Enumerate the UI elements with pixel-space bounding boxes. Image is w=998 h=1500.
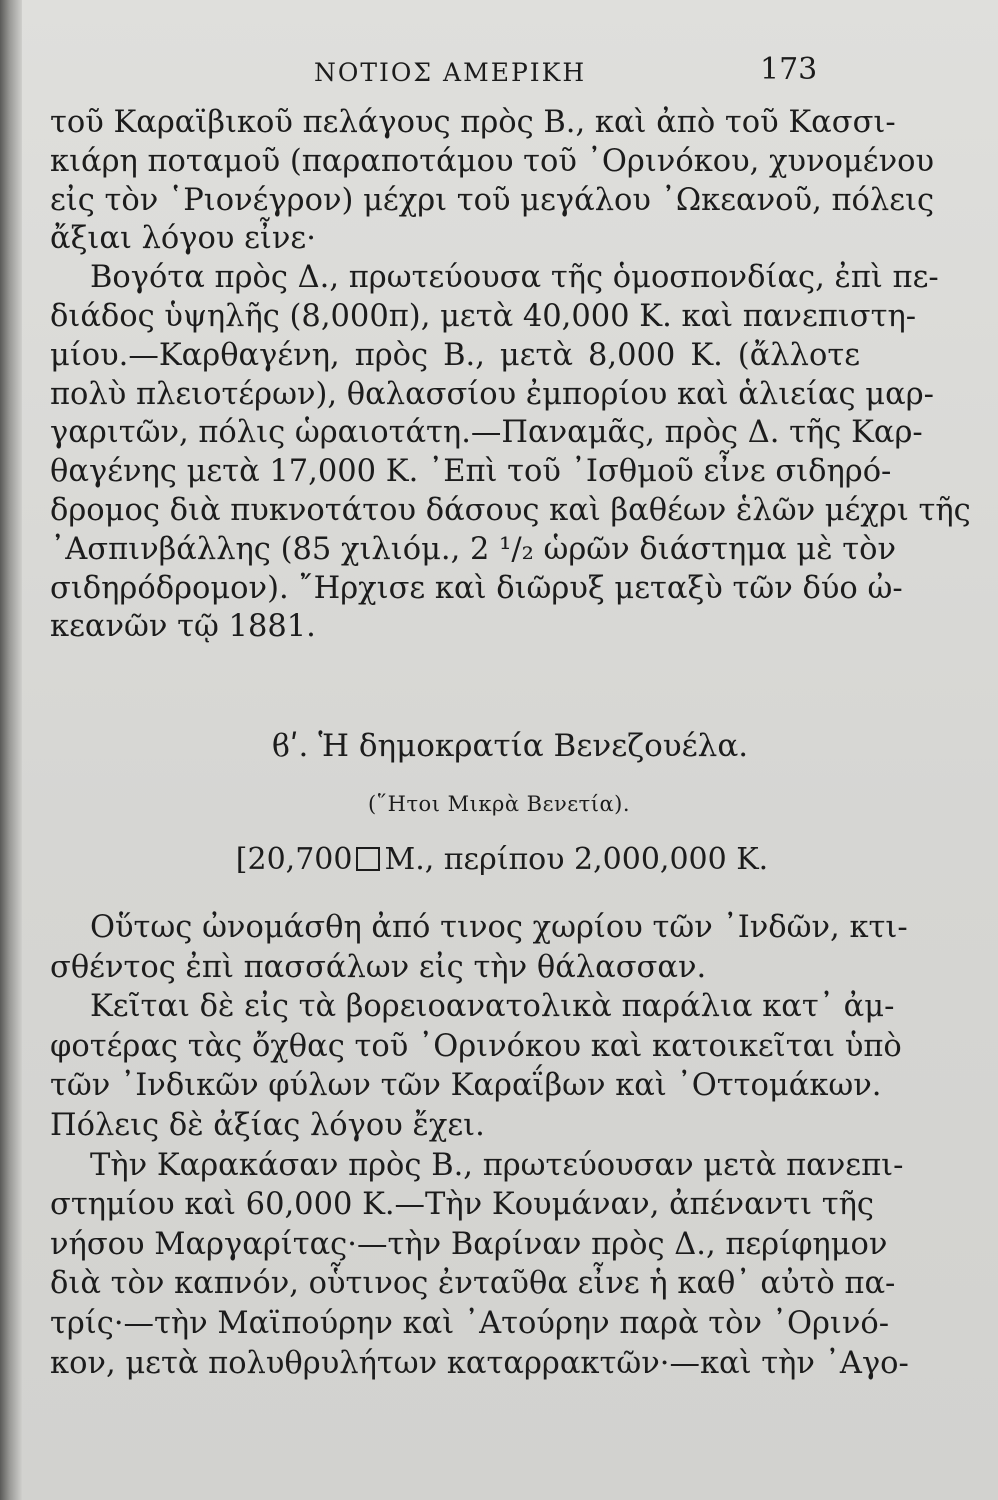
- text-line: Πόλεις δὲ ἀξίας λόγου ἔχει.: [50, 1107, 485, 1143]
- text-line: Κεῖται δὲ εἰς τὰ βορειοανατολικὰ παράλια κατ᾿ ἀμ-: [90, 989, 895, 1025]
- text-line: ἄξιαι λόγου εἶνε·: [50, 221, 316, 257]
- text-line: δρομος διὰ πυκνοτάτου δάσους καὶ βαθέων ἑλῶν μέχρι τῆς: [50, 492, 971, 528]
- text-line: διάδος ὑψηλῆς (8,000π), μετὰ 40,000 Κ. καὶ πανεπιστη-: [50, 298, 917, 334]
- text-line: κιάρη ποταμοῦ (παραποτάμου τοῦ ᾿Ορινόκου, χυνομένου: [50, 143, 935, 179]
- section-subheading: (῞Ητοι Μικρὰ Βενετία).: [367, 792, 631, 816]
- text-line: Οὕτως ὠνομάσθη ἀπό τινος χωρίου τῶν ᾿Ινδῶν, κτι-: [90, 910, 908, 945]
- running-title: ΝΟΤΙΟΣ ΑΜΕΡΙΚΗ: [314, 58, 587, 87]
- text-line: διὰ τὸν καπνόν, οὗτινος ἐνταῦθα εἶνε ἡ καθ᾿ αὐτὸ πα-: [50, 1266, 896, 1302]
- page-header: [0, 52, 998, 92]
- square-symbol-icon: [356, 847, 380, 871]
- text-line: θαγένης μετὰ 17,000 Κ. ᾿Επὶ τοῦ ᾿Ισθμοῦ εἶνε σιδηρό-: [50, 454, 892, 490]
- text-line: σιδηρόδρομον). ῎Ηρχισε καὶ διῶρυξ μεταξὺ τῶν δύο ὠ-: [50, 570, 903, 606]
- text-line: εἰς τὸν ῾Ριονέγρον) μέχρι τοῦ μεγάλου ᾿Ωκεανοῦ, πόλεις: [50, 182, 935, 218]
- stats-suffix: Μ., περίπου 2,000,000 Κ.: [384, 842, 769, 877]
- stats-prefix: [20,700: [235, 842, 353, 877]
- text-line: τοῦ Καραϊβικοῦ πελάγους πρὸς Β., καὶ ἀπὸ τοῦ Κασσι-: [50, 105, 896, 140]
- paragraph-block-colombia: [50, 104, 971, 647]
- paragraph-block-venezuela: [50, 908, 909, 1383]
- text-line: κεανῶν τῷ 1881.: [50, 609, 316, 645]
- text-line: τῶν ᾿Ινδικῶν φύλων τῶν Καραΐβων καὶ ᾿Οττομάκων.: [50, 1068, 882, 1104]
- page-number: 173: [760, 52, 818, 87]
- text-line: κον, μετὰ πολυθρυλήτων καταρρακτῶν·—καὶ τὴν ᾿Αγο-: [50, 1345, 909, 1381]
- text-line: σθέντος ἐπὶ πασσάλων εἰς τὴν θάλασσαν.: [50, 949, 707, 985]
- text-line: τρίς·—τὴν Μαϊπούρην καὶ ᾿Ατούρην παρὰ τὸν ᾿Ορινό-: [50, 1305, 890, 1341]
- text-line: Τὴν Καρακάσαν πρὸς Β., πρωτεύουσαν μετὰ πανεπι-: [90, 1147, 904, 1183]
- text-line: πολὺ πλειοτέρων), θαλασσίου ἐμπορίου καὶ ἁλιείας μαρ-: [50, 376, 934, 412]
- section-heading: ϐʹ. Ἡ δημοκρατία Βενεζουέλα.: [271, 728, 749, 764]
- text-line: νήσου Μαργαρίτας·—τὴν Βαρίναν πρὸς Δ., περίφημον: [50, 1226, 888, 1262]
- section-stats: [0, 842, 998, 877]
- text-line: μίου.—Καρθαγένη, πρὸς Β., μετὰ 8,000 Κ. (ἄλλοτε: [50, 337, 860, 373]
- text-line: γαριτῶν, πόλις ὡραιοτάτη.—Παναμᾶς, πρὸς Δ. τῆς Καρ-: [50, 415, 923, 451]
- text-line: φοτέρας τὰς ὄχθας τοῦ ᾿Ορινόκου καὶ κατοικεῖται ὑπὸ: [50, 1028, 902, 1064]
- text-line: Βογότα πρὸς Δ., πρωτεύουσα τῆς ὁμοσπονδίας, ἐπὶ πε-: [90, 260, 939, 296]
- text-line: στημίου καὶ 60,000 Κ.—Τὴν Κουμάναν, ἀπέναντι τῆς: [50, 1187, 874, 1223]
- text-line: ᾿Ασπινβάλλης (85 χιλιόμ., 2 ¹/₂ ὡρῶν διάστημα μὲ τὸν: [50, 531, 897, 567]
